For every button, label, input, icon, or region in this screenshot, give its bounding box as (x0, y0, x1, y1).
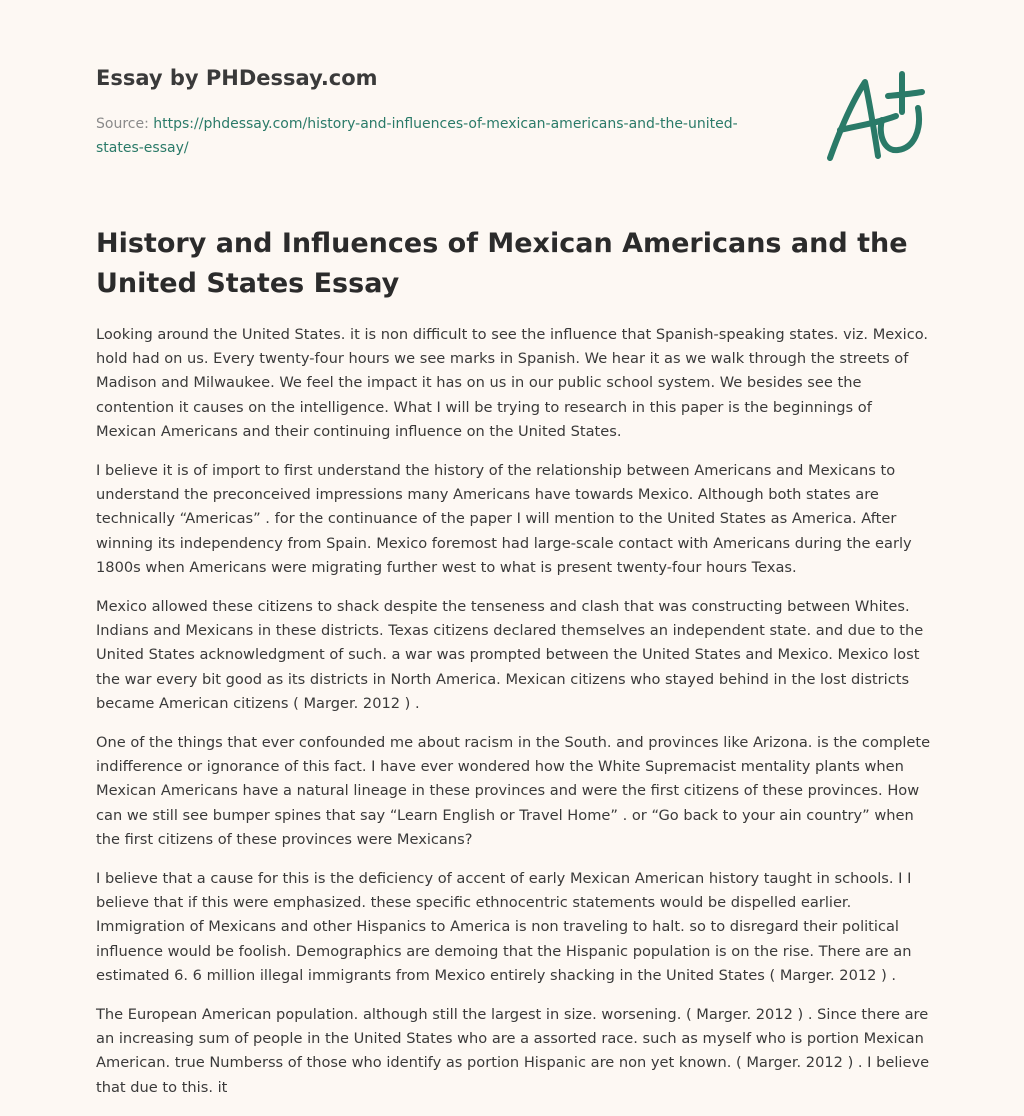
source-label: Source: (96, 116, 149, 132)
paragraph: Looking around the United States. it is non difficult to see the influence that Spanish-speaking states. viz. Mexico. hold had on us. Every twenty-four hours we see marks in Spanish. We hear it as we walk through the streets of Madison and Milwaukee. We feel the impact it has on us in our public school system. We besides see the contention it causes on the intelligence. What I will be trying to research in this paper is the beginnings of Mexican Americans and their continuing influence on the United States. (96, 326, 929, 440)
paragraph: Mexico allowed these citizens to shack despite the tenseness and clash that was constructing between Whites. Indians and Mexicans in these districts. Texas citizens declared themselves an independent state. and due to the United States acknowledgment of such. a war was prompted between the United States and Mexico. Mexico lost the war every bit good as its districts in North America. Mexican citizens who stayed behind in the lost districts became American citizens ( Marger. 2012 ) . (96, 598, 924, 712)
source-link[interactable]: https://phdessay.com/history-and-influences-of-mexican-americans-and-the-united-states-essay/ (96, 116, 738, 156)
paragraph: One of the things that ever confounded me about racism in the South. and provinces like Arizona. is the complete indifference or ignorance of this fact. I have ever wondered how the White Supremacist mentality plants when Mexican Americans have a natural lineage in these provinces and were the first citizens of these provinces. How can we still see bumper spines that say “Learn English or Travel Home” . or “Go back to your ain country” when the first citizens of these provinces were Mexicans? (96, 734, 931, 848)
source-line (96, 112, 776, 160)
paragraph: I believe that a cause for this is the deficiency of accent of early Mexican American history taught in schools. I I believe that if this were emphasized. these specific ethnocentric statements would be dispelled earlier. Immigration of Mexicans and other Hispanics to America is non traveling to halt. so to disregard their political influence would be foolish. Demographics are demoing that the Hispanic population is on the rise. There are an estimated 6. 6 million illegal immigrants from Mexico entirely shacking in the United States ( Marger. 2012 ) . (96, 870, 912, 984)
site-brand: Essay by PHDessay.com (96, 66, 378, 90)
essay-title: History and Influences of Mexican Americans and the United States Essay (96, 228, 908, 299)
paragraph: I believe it is of import to first understand the history of the relationship between Americans and Mexicans to understand the preconceived impressions many Americans have towards Mexico. Although both states are technically “Americas” . for the continuance of the paper I will mention to the United States as America. After winning its independency from Spain. Mexico foremost had large-scale contact with Americans during the early 1800s when Americans were migrating further west to what is present twenty-four hours Texas. (96, 462, 912, 576)
paragraph: The European American population. although still the largest in size. worsening. ( Marger. 2012 ) . Since there are an increasing sum of people in the United States who are a assorted race. such as myself who is portion Mexican American. true Numberss of those who identify as portion Hispanic are non yet known. ( Marger. 2012 ) . I believe that due to this. it (96, 1006, 930, 1096)
a-plus-logo-icon (818, 68, 930, 168)
essay-body (96, 323, 932, 1115)
page-header (96, 64, 776, 160)
